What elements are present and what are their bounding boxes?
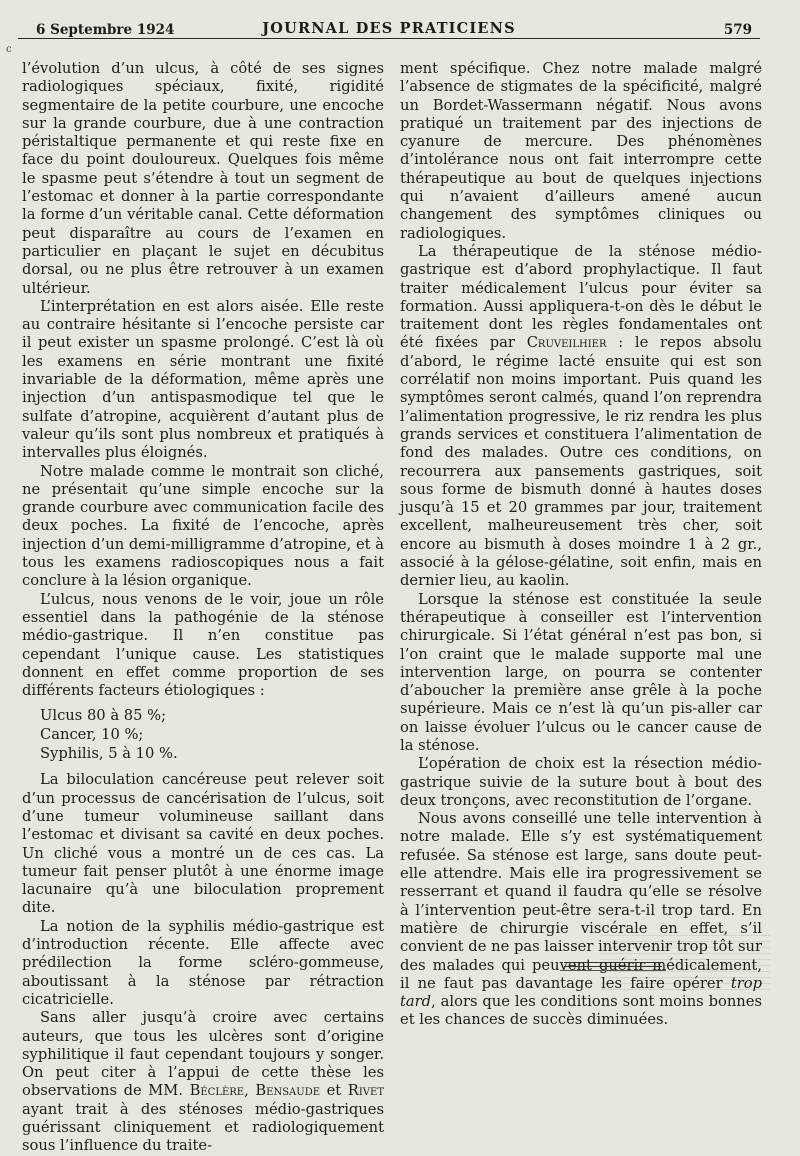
author-name: Cruveilhier bbox=[526, 334, 607, 352]
list-item: Cancer, 10 %; bbox=[40, 726, 144, 744]
text-run: : le repos absolu d’abord, le régime lacté ensuite qui est son corrélatif non moins important. Puis quand les symptômes seront calmés, quand l’on reprendra l’alimentation progressive, le riz rendra les plus grands services et constituera l’alimentation de fond des malades. Outre ces conditions, on recourrera aux pansements gastriques, soit sous forme de bismuth donné à hautes doses jusqu’à 15 et 20 grammes par jour, traitement excellent, malheureusement très cher, soit encore au bismuth à doses moindre 1 à 2 gr., associé à la gélose-gélatine, soit enfin, mais en dernier lieu, au kaolin. bbox=[400, 334, 762, 590]
paragraph: ment spécifique. Chez notre malade malgré l’absence de stigmates de la spécificité, malgré un Bordet-Wassermann négatif. Nous avons pratiqué un traitement par des injections de cyanure de mercure. Des phénomènes d’intolérance nous ont fait interrompre cette thérapeutique au bout de quelques injections qui n’avaient d’ailleurs amené aucun changement des symptômes cliniques ou radiologiques. bbox=[400, 60, 762, 242]
text-run: et bbox=[320, 1082, 348, 1100]
etiology-list bbox=[40, 706, 384, 763]
paragraph bbox=[22, 1009, 384, 1155]
paragraph: L’opération de choix est la résection médio-gastrique suivie de la suture bout à bout des deux tronçons, avec reconstitution de l’organe. bbox=[400, 755, 762, 809]
paragraph: L’ulcus, nous venons de le voir, joue un rôle essentiel dans la pathogénie de la sténose médio-gastrique. Il n’en constitue pas cependant l’unique cause. Les statistiques donnent en effet comme proportion de ses différents facteurs étiologiques : bbox=[22, 590, 384, 700]
section-end-rule bbox=[564, 962, 662, 967]
left-column bbox=[22, 60, 384, 1156]
text-run: ayant trait à des sténoses médio-gastriques guérissant cliniquement et radiologiquement sous l’influence du traite- bbox=[22, 1100, 384, 1155]
text-run: Nous avons conseillé une telle intervention à notre malade. Elle s’y est systématiquement refusée. Sa sténose est large, sans doute peut-elle attendre. Mais elle ira progressivement se resserrant et quand il faudra qu’elle se résolve à l’intervention peut-être sera-t-il trop tard. En matière de chirurgie viscérale en effet, s’il convient de ne pas laisser intervenir trop tôt sur des malades qui peuvent guérir médicalement, il ne faut pas davantage les faire opérer bbox=[400, 810, 762, 992]
paragraph bbox=[400, 243, 762, 591]
italic-text: trop tard bbox=[400, 974, 762, 1011]
margin-mark: c bbox=[6, 44, 12, 55]
list-item: Syphilis, 5 à 10 %. bbox=[40, 745, 178, 763]
text-run: La thérapeutique de la sténose médio-gastrique est d’abord prophylactique. Il faut traiter médicalement l’ulcus pour éviter sa formation. Aussi appliquera-t-on dès le début le traitement dont les règles fondamentales ont été fixées par bbox=[400, 242, 762, 352]
right-column bbox=[400, 60, 762, 1030]
paragraph: L’interprétation en est alors aisée. Elle reste au contraire hésitante si l’encoche persiste car il peut exister un spasme prolongé. C’est là où les examens en série montrant une fixité invariable de la déformation, même après une injection d’un antispasmodique tel que le sulfate d’atropine, acquièrent d’autant plus de valeur qu’ils sont plus nombreux et pratiqués à intervalles plus éloignés. bbox=[22, 297, 384, 462]
section-end-rule-underline bbox=[560, 970, 666, 971]
paragraph bbox=[400, 810, 762, 1030]
paragraph: La notion de la syphilis médio-gastrique est d’introduction récente. Elle affecte avec prédilection la forme scléro-gommeuse, aboutissant à la sténose par rétraction cicatricielle. bbox=[22, 917, 384, 1008]
author-name: Rivet bbox=[347, 1082, 384, 1100]
journal-title: JOURNAL DES PRATICIENS bbox=[262, 20, 516, 37]
show-through-text bbox=[600, 930, 770, 990]
list-item: Ulcus 80 à 85 %; bbox=[40, 707, 167, 725]
text-run: , alors que les conditions sont moins bonnes et les chances de succès diminuées. bbox=[400, 993, 762, 1029]
paragraph: l’évolution d’un ulcus, à côté de ses signes radiologiques spéciaux, fixité, rigidité segmentaire de la petite courbure, une encoche sur la grande courbure, due à une contraction péristaltique permanente et qui reste fixe en face du point douloureux. Quelques fois même le spasme peut s’étendre à tout un segment de l’estomac et donner à la partie correspondante la forme d’un véritable canal. Cette déformation peut disparaître au cours de l’examen en particulier en plaçant le sujet en décubitus dorsal, ou ne plus être retrouver à un examen ultérieur. bbox=[22, 60, 384, 297]
author-names: Béclère, Bensaude bbox=[189, 1082, 321, 1100]
page-header bbox=[18, 16, 760, 39]
page-number: 579 bbox=[723, 22, 752, 38]
issue-date: 6 Septembre 1924 bbox=[36, 22, 175, 38]
paragraph: Lorsque la sténose est constituée la seule thérapeutique à conseiller est l’intervention chirurgicale. Si l’état général n’est pas bon, si l’on craint que le malade supporte mal une intervention large, on pourra se contenter d’aboucher la première anse grêle à la poche supérieure. Mais ce n’est là qu’un pis-aller car on laisse évoluer l’ulcus ou le cancer cause de la sténose. bbox=[400, 590, 762, 754]
paragraph: La biloculation cancéreuse peut relever soit d’un processus de cancérisation de l’ulcus, soit d’une tumeur volumineuse saillant dans l’estomac et divisant sa cavité en deux poches. Un cliché vous a montré un de ces cas. La tumeur fait penser plutôt à une énorme image lacunaire qu’à une biloculation proprement dite. bbox=[22, 771, 384, 917]
paragraph: Notre malade comme le montrait son cliché, ne présentait qu’une simple encoche sur la grande courbure avec communication facile des deux poches. La fixité de l’encoche, après injection d’un demi-milligramme d’atropine, et à tous les examens radioscopiques nous a fait conclure à la lésion organique. bbox=[22, 462, 384, 590]
text-run: Sans aller jusqu’à croire avec certains auteurs, que tous les ulcères sont d’origine syphilitique il faut cependant toujours y songer. On peut citer à l’appui de cette thèse les observations de MM. bbox=[22, 1009, 384, 1100]
